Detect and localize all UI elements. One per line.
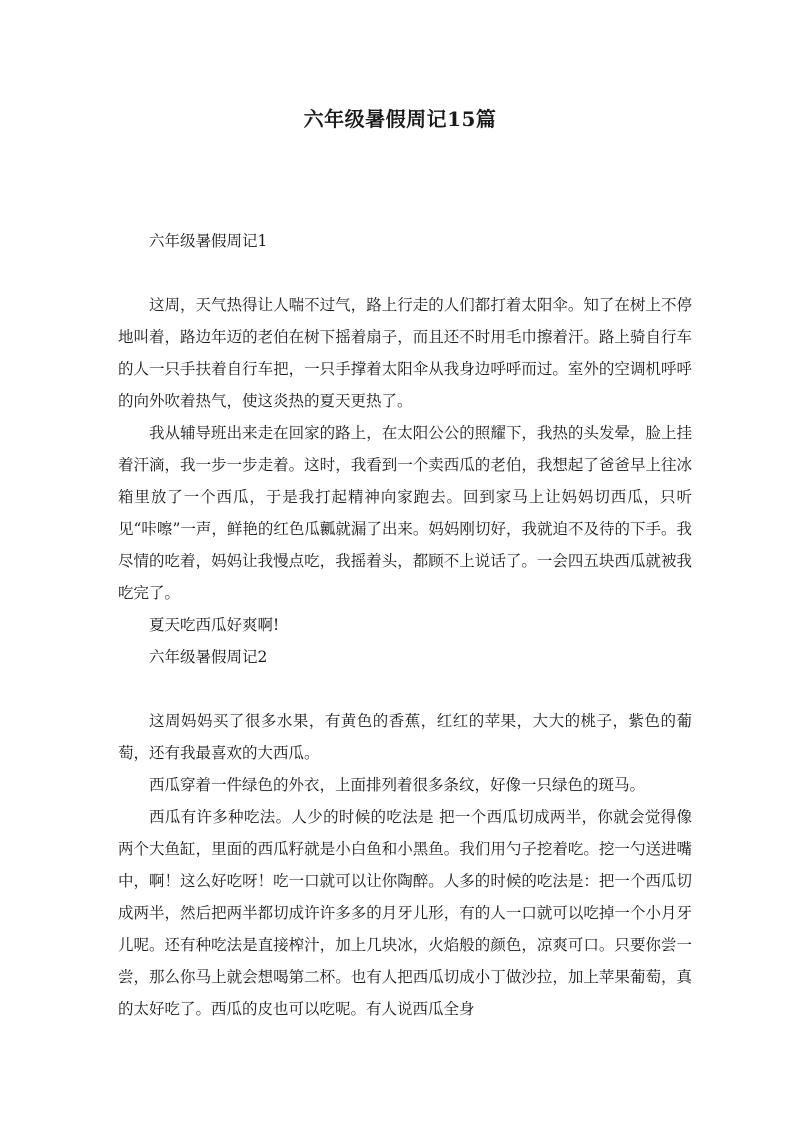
document-body (118, 225, 692, 1025)
section-heading: 六年级暑假周记2 (149, 648, 268, 666)
section-heading: 六年级暑假周记1 (149, 232, 268, 250)
spacer (118, 673, 692, 705)
paragraph: 这周，天气热得让人喘不过气，路上行走的人们都打着太阳伞。知了在树上不停地叫着，路边年迈的老伯在树下摇着扇子，而且还不时用毛巾擦着汗。路上骑自行车的人一只手扶着自行车把，一只手撑着太阳伞从我身边呼呼而过。室外的空调机呼呼的向外吹着热气，使这炎热的夏天更热了。 (118, 296, 692, 410)
paragraph: 西瓜穿着一件绿色的外衣，上面排列着很多条纹，好像一只绿色的斑马。 (149, 776, 646, 794)
paragraph: 这周妈妈买了很多水果，有黄色的香蕉，红红的苹果，大大的桃子，紫色的葡萄，还有我最喜欢的大西瓜。 (118, 712, 692, 762)
paragraph: 西瓜有许多种吃法。人少的时候的吃法是 把一个西瓜切成两半，你就会觉得像两个大鱼缸，里面的西瓜籽就是小白鱼和小黑鱼。我们用勺子挖着吃。挖一勺送进嘴中，啊！这么好吃呀！吃一口就可以让你陶醉。人多的时候的吃法是：把一个西瓜切成两半，然后把两半都切成许许多多的月牙儿形，有的人一口就可以吃掉一个小月牙儿呢。还有种吃法是直接榨汁，加上几块冰，火焰般的颜色，凉爽可口。只要你尝一尝，那么你马上就会想喝第二杯。也有人把西瓜切成小丁做沙拉，加上苹果葡萄，真的太好吃了。西瓜的皮也可以吃呢。有人说西瓜全身 (118, 808, 692, 1018)
document-title: 六年级暑假周记15篇 (303, 107, 497, 131)
spacer (118, 257, 692, 289)
paragraph: 夏天吃西瓜好爽啊! (149, 616, 280, 634)
paragraph: 我从辅导班出来走在回家的路上，在太阳公公的照耀下，我热的头发晕，脸上挂着汗滴，我一步一步走着。这时，我看到一个卖西瓜的老伯，我想起了爸爸早上往冰箱里放了一个西瓜，于是我打起精神向家跑去。回到家马上让妈妈切西瓜，只听见“咔嚓”一声，鲜艳的红色瓜瓤就漏了出来。妈妈刚切好，我就迫不及待的下手。我尽情的吃着，妈妈让我慢点吃，我摇着头，都顾不上说话了。一会四五块西瓜就被我吃完了。 (118, 424, 692, 602)
